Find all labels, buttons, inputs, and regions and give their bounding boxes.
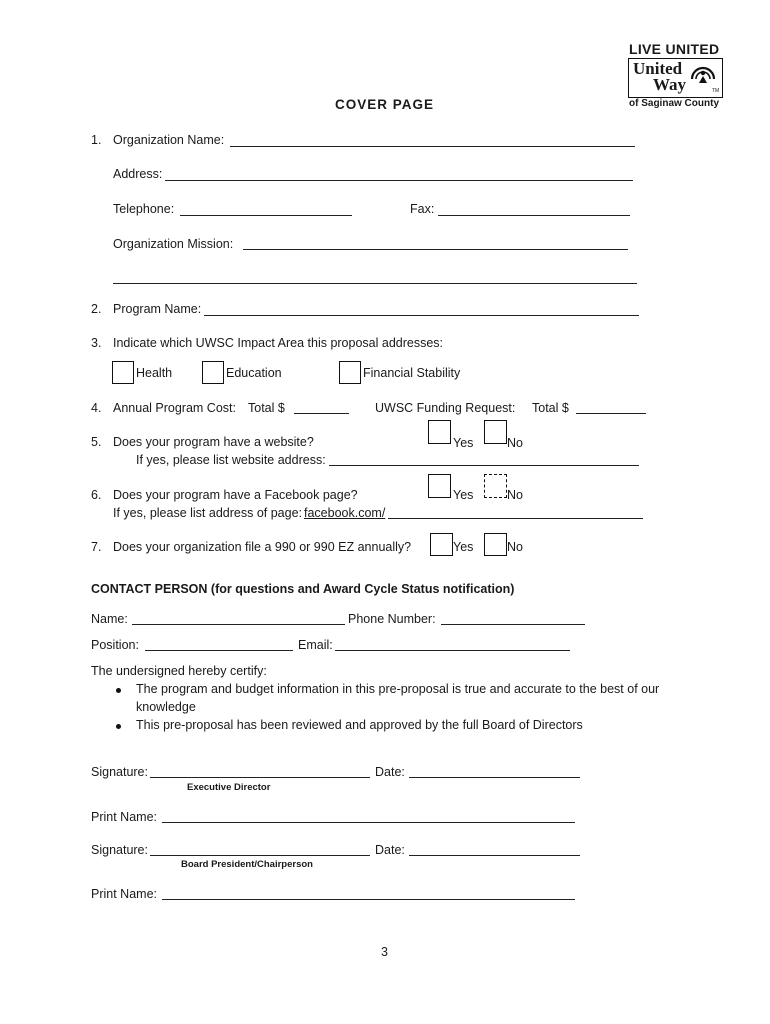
facebook-no-label: No [507, 488, 523, 502]
q1-number: 1. [91, 133, 102, 147]
facebook-question: Does your program have a Facebook page? [113, 488, 358, 502]
contact-position-field[interactable] [145, 650, 293, 651]
hand-rainbow-icon [690, 61, 716, 89]
program-cost-label: Annual Program Cost: [113, 401, 236, 415]
website-address-field[interactable] [329, 465, 639, 466]
q7-number: 7. [91, 540, 102, 554]
contact-heading: CONTACT PERSON (for questions and Award Cycle Status notification) [91, 582, 515, 596]
fax-field[interactable] [438, 215, 630, 216]
date2-field[interactable] [409, 855, 580, 856]
q6-number: 6. [91, 488, 102, 502]
contact-phone-field[interactable] [441, 624, 585, 625]
print-name1-label: Print Name: [91, 810, 157, 824]
program-cost-total-label: Total $ [248, 401, 285, 415]
990-no-checkbox[interactable] [484, 533, 507, 556]
signature1-field[interactable] [150, 777, 370, 778]
certify-intro: The undersigned hereby certify: [91, 664, 267, 678]
q2-number: 2. [91, 302, 102, 316]
program-name-label: Program Name: [113, 302, 202, 316]
org-name-label: Organization Name: [113, 133, 225, 147]
contact-email-label: Email: [298, 638, 333, 652]
990-yes-label: Yes [453, 540, 474, 554]
address-label: Address: [113, 167, 163, 181]
contact-name-field[interactable] [132, 624, 345, 625]
bullet-dot [116, 724, 121, 729]
certify-bullet1-line2: knowledge [136, 700, 196, 714]
print-name2-field[interactable] [162, 899, 575, 900]
funding-request-field[interactable] [576, 413, 646, 414]
executive-director-caption: Executive Director [187, 782, 271, 793]
telephone-field[interactable] [180, 215, 352, 216]
website-question: Does your program have a website? [113, 435, 314, 449]
education-checkbox[interactable] [202, 361, 224, 384]
funding-total-label: Total $ [532, 401, 569, 415]
financial-stability-checkbox[interactable] [339, 361, 361, 384]
website-yes-label: Yes [453, 436, 474, 450]
page-title: COVER PAGE [335, 97, 435, 112]
website-no-label: No [507, 436, 523, 450]
bullet-dot [116, 688, 121, 693]
signature2-field[interactable] [150, 855, 370, 856]
date1-label: Date: [375, 765, 405, 779]
facebook-address-field[interactable] [388, 518, 643, 519]
certify-bullet1-line1: The program and budget information in this pre-proposal is true and accurate to the best of our [136, 682, 660, 696]
website-no-checkbox[interactable] [484, 420, 507, 444]
990-no-label: No [507, 540, 523, 554]
contact-email-field[interactable] [335, 650, 570, 651]
print-name2-label: Print Name: [91, 887, 157, 901]
education-option-label: Education [226, 366, 282, 380]
facebook-link[interactable]: facebook.com/ [304, 506, 386, 520]
program-name-field[interactable] [204, 315, 639, 316]
website-address-label: If yes, please list website address: [136, 453, 326, 467]
contact-phone-label: Phone Number: [348, 612, 436, 626]
health-option-label: Health [136, 366, 173, 380]
mission-field-line2[interactable] [113, 283, 637, 284]
facebook-address-label: If yes, please list address of page: [113, 506, 302, 520]
org-name-field[interactable] [230, 146, 635, 147]
website-yes-checkbox[interactable] [428, 420, 451, 444]
logo-word-way: Way [653, 75, 687, 94]
certify-bullet2: This pre-proposal has been reviewed and approved by the full Board of Directors [136, 718, 583, 732]
facebook-yes-checkbox[interactable] [428, 474, 451, 498]
address-field[interactable] [165, 180, 633, 181]
q5-number: 5. [91, 435, 102, 449]
signature1-label: Signature: [91, 765, 148, 779]
facebook-yes-label: Yes [453, 488, 474, 502]
mission-field[interactable] [243, 249, 628, 250]
program-cost-field[interactable] [294, 413, 349, 414]
fax-label: Fax: [410, 202, 435, 216]
print-name1-field[interactable] [162, 822, 575, 823]
date1-field[interactable] [409, 777, 580, 778]
impact-area-label: Indicate which UWSC Impact Area this proposal addresses: [113, 336, 444, 350]
health-checkbox[interactable] [112, 361, 134, 384]
contact-position-label: Position: [91, 638, 139, 652]
q3-number: 3. [91, 336, 102, 350]
mission-label: Organization Mission: [113, 237, 234, 251]
logo-county: of Saginaw County [629, 98, 719, 109]
990-yes-checkbox[interactable] [430, 533, 453, 556]
facebook-no-checkbox[interactable] [484, 474, 507, 498]
financial-stability-option-label: Financial Stability [363, 366, 461, 380]
telephone-label: Telephone: [113, 202, 175, 216]
contact-name-label: Name: [91, 612, 128, 626]
date2-label: Date: [375, 843, 405, 857]
signature2-label: Signature: [91, 843, 148, 857]
q4-number: 4. [91, 401, 102, 415]
logo-word-united: United [633, 59, 683, 78]
page-number: 3 [381, 945, 388, 959]
990-question: Does your organization file a 990 or 990 EZ annually? [113, 540, 412, 554]
logo-tagline: LIVE UNITED [629, 41, 720, 57]
logo-trademark: TM [712, 88, 720, 94]
funding-request-label: UWSC Funding Request: [375, 401, 516, 415]
board-president-caption: Board President/Chairperson [181, 859, 313, 870]
